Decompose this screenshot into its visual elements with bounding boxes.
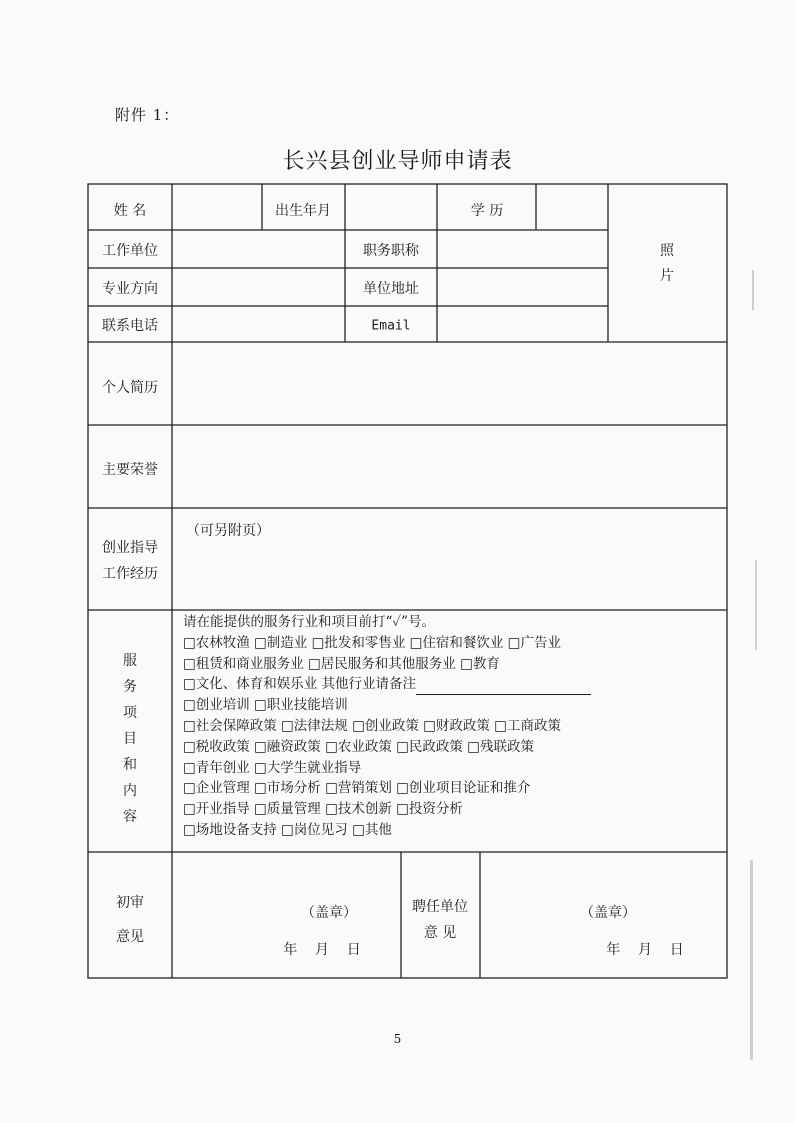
- review-date: 年 月 日: [283, 942, 361, 958]
- phone-label: 联系电话: [102, 318, 158, 334]
- scan-artifact: [755, 560, 757, 650]
- service-line[interactable]: □创业培训 □职业技能培训: [183, 697, 348, 714]
- birth-label: 出生年月: [275, 203, 331, 219]
- photo-label-1: 照: [660, 243, 674, 259]
- name-label: 姓 名: [113, 203, 147, 219]
- attachment-label: 附件 1：: [115, 106, 180, 124]
- hire-label-1: 聘任单位: [412, 899, 468, 915]
- review-label-2: 意见: [116, 929, 144, 945]
- email-label: Email: [371, 318, 411, 334]
- work-unit-label: 工作单位: [102, 243, 158, 259]
- review-stamp: （盖章）: [301, 905, 357, 921]
- scan-artifact: [750, 860, 753, 1060]
- other-industry-blank[interactable]: [416, 680, 591, 695]
- hire-date: 年 月 日: [606, 942, 684, 958]
- honors-label: 主要荣誉: [102, 462, 158, 478]
- hire-stamp: （盖章）: [580, 905, 636, 921]
- guidance-note: （可另附页）: [186, 523, 270, 539]
- service-line[interactable]: □租赁和商业服务业 □居民服务和其他服务业 □教育: [183, 655, 500, 672]
- service-line[interactable]: □社会保障政策 □法律法规 □创业政策 □财政政策 □工商政策: [183, 717, 561, 734]
- review-label-1: 初审: [116, 895, 144, 911]
- position-label: 职务职称: [363, 243, 419, 259]
- form-title: 长兴县创业导师申请表: [282, 149, 513, 174]
- page-number: 5: [393, 1032, 402, 1046]
- photo-label-2: 片: [660, 268, 674, 284]
- services-label: 服 务 项 目 和 内 容: [123, 653, 137, 825]
- service-line[interactable]: □开业指导 □质量管理 □技术创新 □投资分析: [183, 801, 463, 818]
- service-line[interactable]: □农林牧渔 □制造业 □批发和零售业 □住宿和餐饮业 □广告业: [183, 634, 561, 651]
- services-intro: 请在能提供的服务行业和项目前打“✓”号。: [183, 614, 436, 630]
- service-line[interactable]: □青年创业 □大学生就业指导: [183, 759, 362, 776]
- major-label: 专业方向: [102, 281, 158, 297]
- services-list: [183, 612, 591, 841]
- guidance-label-2: 工作经历: [102, 566, 158, 582]
- resume-label: 个人简历: [102, 380, 158, 396]
- service-line[interactable]: □企业管理 □市场分析 □营销策划 □创业项目论证和推介: [183, 780, 531, 797]
- education-label: 学 历: [470, 203, 504, 219]
- service-line[interactable]: □税收政策 □融资政策 □农业政策 □民政政策 □残联政策: [183, 738, 534, 755]
- service-line[interactable]: □场地设备支持 □岗位见习 □其他: [183, 821, 392, 838]
- guidance-label-1: 创业指导: [102, 540, 158, 556]
- hire-label-2: 意 见: [423, 925, 457, 941]
- service-line-other[interactable]: □文化、体育和娱乐业 其他行业请备注: [183, 674, 591, 695]
- scan-artifact: [752, 270, 754, 310]
- table-border: [88, 184, 727, 978]
- unit-address-label: 单位地址: [363, 281, 419, 297]
